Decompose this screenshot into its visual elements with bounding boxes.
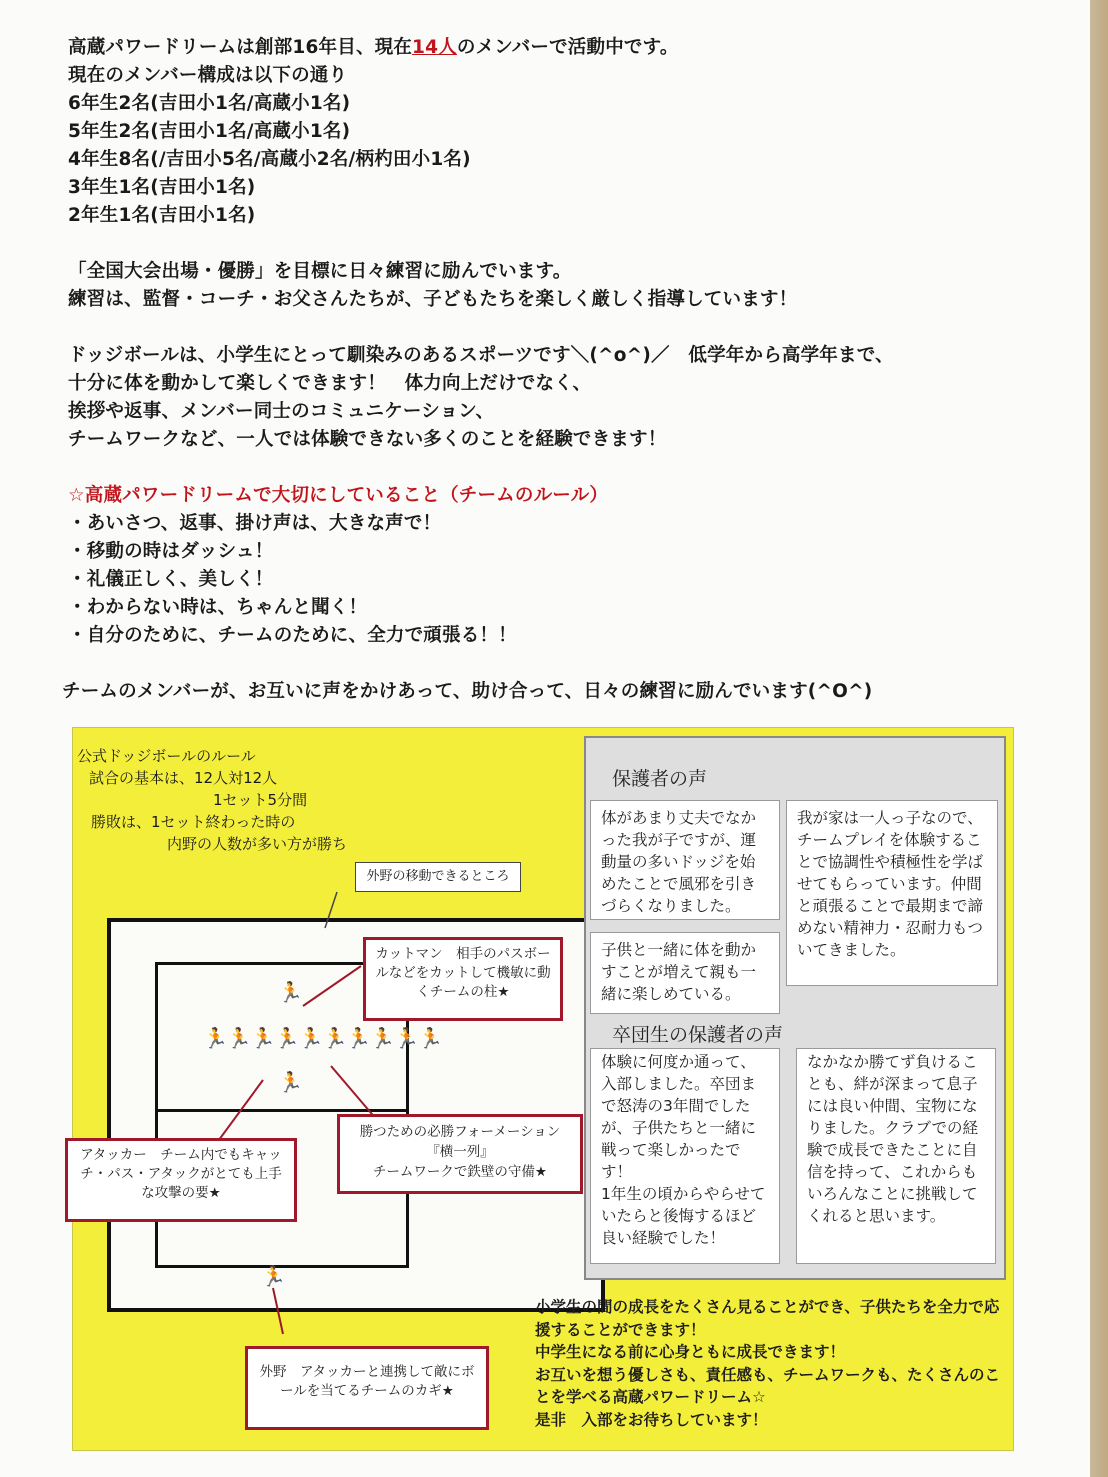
outfield-bubble: 外野の移動できるところ (355, 862, 521, 892)
intro-line-1: 高蔵パワードリームは創部16年目、現在14人のメンバーで活動中です。 (68, 37, 679, 58)
team-rule: ・あいさつ、返事、掛け声は、大きな声で！ (68, 513, 442, 534)
dodgeball-line: チームワークなど、一人では体験できない多くのことを経験できます！ (68, 429, 667, 450)
formation-figures: 🏃🏃🏃🏃🏃🏃🏃🏃🏃🏃 (203, 1026, 443, 1050)
wood-background (1090, 0, 1108, 1477)
goal-line: 「全国大会出場・優勝」を目標に日々練習に励んでいます。 (68, 261, 572, 282)
intro-closing: チームのメンバーが、お互いに声をかけあって、助け合って、日々の練習に励んでいます(^O^) (62, 681, 873, 702)
attacker-callout: アタッカー チーム内でもキャッチ・パス・アタックがとても上手な攻撃の要★ (65, 1138, 297, 1222)
attacker-figure: 🏃 (278, 1070, 303, 1094)
formation-callout: 勝つための必勝フォーメーション 『横一列』 チームワークで鉄壁の守備★ (337, 1114, 583, 1194)
team-rule: ・礼儀正しく、美しく！ (68, 569, 274, 590)
team-rule: ・自分のために、チームのために、全力で頑張る！！ (68, 625, 517, 646)
parents-voice-title: 保護者の声 (612, 768, 708, 790)
official-rules: 公式ドッジボールのルール 試合の基本は、12人対12人 1セット5分間 勝敗は、1セット終わった時の 内野の人数が多い方が勝ち (77, 747, 348, 853)
grade-line: 4年生8名(/吉田小5名/高蔵小2名/柄杓田小1名) (68, 149, 471, 170)
goal-line: 練習は、監督・コーチ・お父さんたちが、子どもたちを楽しく厳しく指導しています！ (68, 289, 798, 310)
voices-box (584, 736, 1006, 1280)
grade-line: 2年生1名(吉田小1名) (68, 205, 256, 226)
cutman-callout: カットマン 相手のパスボールなどをカットして機敏に動くチームの柱★ (363, 937, 563, 1021)
team-rules-title: ☆高蔵パワードリームで大切にしていること（チームのルール） (68, 485, 609, 506)
grade-line: 6年生2名(吉田小1名/高蔵小1名) (68, 93, 351, 114)
team-rule: ・移動の時はダッシュ！ (68, 541, 274, 562)
parent-voice-1: 体があまり丈夫でなかった我が子ですが、運動量の多いドッジを始めたことで風邪を引きづらくなりました。 (590, 800, 780, 920)
dodgeball-line: ドッジボールは、小学生にとって馴染みのあるスポーツです＼(^o^)／ 低学年から高学年まで、 (68, 345, 894, 366)
grade-line: 3年生1名(吉田小1名) (68, 177, 256, 198)
outfielder-figure: 🏃 (261, 1264, 286, 1288)
intro-line-2: 現在のメンバー構成は以下の通り (68, 65, 348, 86)
cutman-figure: 🏃 (278, 980, 303, 1004)
yellow-info-panel (72, 727, 1014, 1451)
closing-message: 小学生の間の成長をたくさん見ることができ、子供たちを全力で応援することができます！ 中学生になる前に心身ともに成長できます！ お互いを想う優しさも、責任感も、チームワークも、たくさんのことを学べる高蔵パワードリーム☆ 是非 入部をお待ちしています！ (535, 1298, 1001, 1429)
grade-line: 5年生2名(吉田小1名/高蔵小1名) (68, 121, 351, 142)
member-count: 14人 (412, 37, 457, 58)
alumni-voice-1: 体験に何度か通って、入部しました。卒団まで怒涛の3年間でしたが、子供たちと一緒に戦って楽しかったです！ 1年生の頃からやらせていたらと後悔するほど良い経験でした！ (590, 1048, 780, 1264)
outfielder-callout: 外野 アタッカーと連携して敵にボールを当てるチームのカギ★ (245, 1346, 489, 1430)
official-rules-title: 公式ドッジボールのルール (77, 747, 256, 765)
alumni-voice-title: 卒団生の保護者の声 (612, 1024, 784, 1046)
dodgeball-line: 挨拶や返事、メンバー同士のコミュニケーション、 (68, 401, 495, 422)
alumni-voice-2: なかなか勝てず負けることも、絆が深まって息子には良い仲間、宝物になりました。クラブでの経験で成長できたことに自信を持って、これからもいろんなことに挑戦してくれると思います。 (796, 1048, 996, 1264)
intro-text (62, 34, 1068, 706)
parent-voice-2: 我が家は一人っ子なので、チームプレイを体験することで協調性や積極性を学ばせてもらっています。仲間と頑張ることで最期まで諦めない精神力・忍耐力もついてきました。 (786, 800, 998, 986)
team-rule: ・わからない時は、ちゃんと聞く！ (68, 597, 368, 618)
dodgeball-line: 十分に体を動かして楽しくできます！ 体力向上だけでなく、 (68, 373, 592, 394)
parent-voice-3: 子供と一緒に体を動かすことが増えて親も一緒に楽しめている。 (590, 932, 780, 1014)
